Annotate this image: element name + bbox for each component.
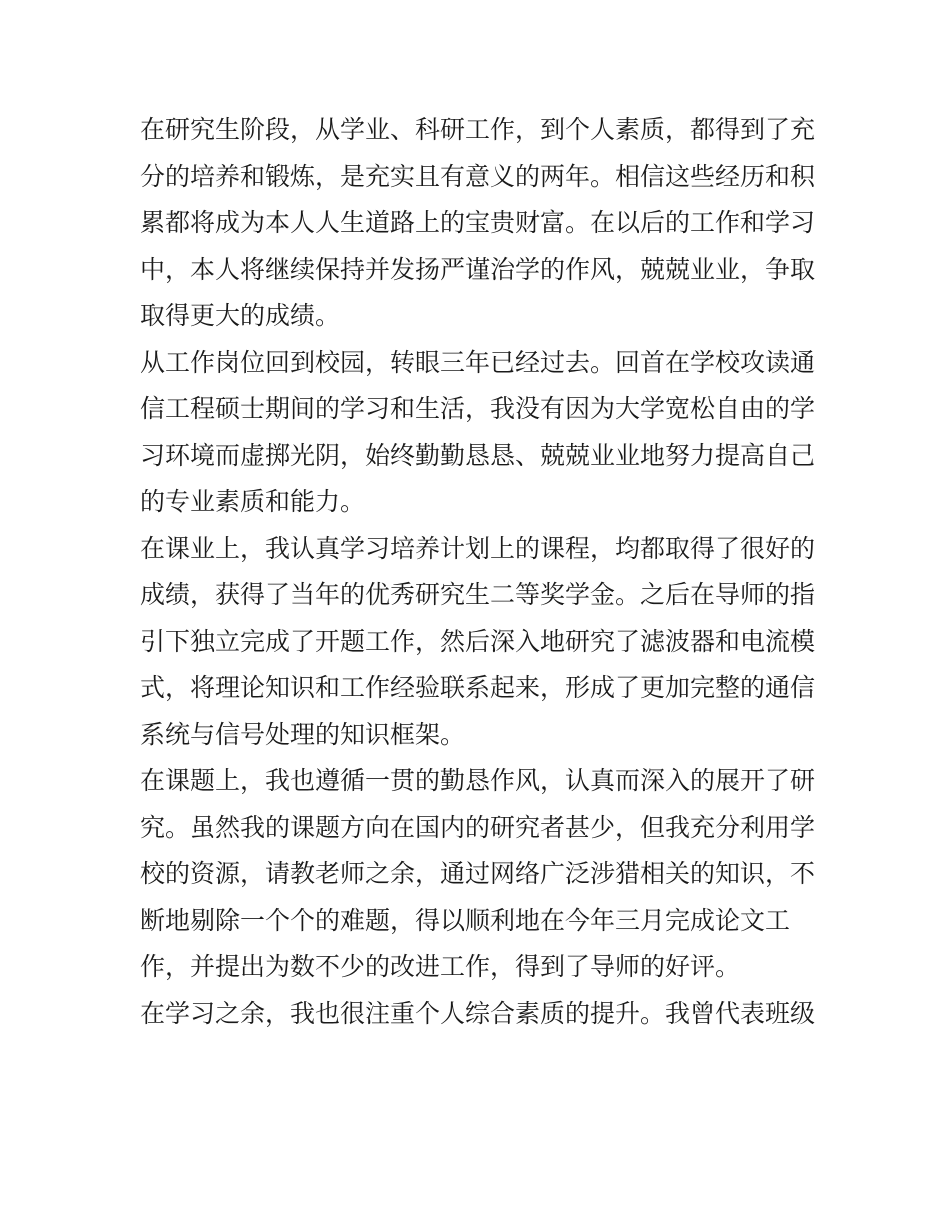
text-line: 分的培养和锻炼，是充实且有意义的两年。相信这些经历和积 (140, 161, 816, 191)
paragraph-extracurricular (140, 991, 816, 1038)
text-line: 在研究生阶段，从学业、科研工作，到个人素质，都得到了充 (140, 115, 816, 144)
text-line: 引下独立完成了开题工作，然后深入地研究了滤波器和电流模 (140, 626, 816, 656)
text-line: 在课业上，我认真学习培养计划上的课程，均都取得了很好的 (140, 533, 816, 563)
text-line: 在课题上，我也遵循一贯的勤恳作风，认真而深入的展开了研 (140, 766, 816, 795)
text-line: 习环境而虚掷光阴，始终勤勤恳恳、兢兢业业地努力提高自己 (140, 440, 816, 470)
text-line: 断地剔除一个个的难题，得以顺利地在今年三月完成论文工 (140, 905, 791, 935)
text-line: 究。虽然我的课题方向在国内的研究者甚少，但我充分利用学 (140, 812, 816, 842)
text-line: 累都将成为本人人生道路上的宝贵财富。在以后的工作和学习 (140, 208, 816, 237)
text-line: 取得更大的成绩。 (140, 301, 341, 330)
text-line: 式，将理论知识和工作经验联系起来，形成了更加完整的通信 (140, 673, 816, 702)
paragraph-coursework (140, 526, 816, 759)
text-line: 中，本人将继续保持并发扬严谨治学的作风，兢兢业业，争取 (140, 254, 816, 284)
text-line: 在学习之余，我也很注重个人综合素质的提升。我曾代表班级 (140, 998, 816, 1028)
text-line: 成绩，获得了当年的优秀研究生二等奖学金。之后在导师的指 (140, 580, 816, 609)
text-line: 的专业素质和能力。 (140, 487, 366, 516)
text-line: 系统与信号处理的知识框架。 (140, 719, 466, 749)
document-body (140, 107, 816, 1037)
text-line: 从工作岗位回到校园，转眼三年已经过去。回首在学校攻读通 (140, 347, 816, 377)
paragraph-return-to-campus (140, 340, 816, 526)
text-line: 作，并提出为数不少的改进工作，得到了导师的好评。 (140, 952, 741, 981)
paragraph-summary (140, 107, 816, 340)
text-line: 校的资源，请教老师之余，通过网络广泛涉猎相关的知识，不 (140, 859, 816, 888)
text-line: 信工程硕士期间的学习和生活，我没有因为大学宽松自由的学 (140, 394, 816, 423)
paragraph-research-topic (140, 758, 816, 991)
